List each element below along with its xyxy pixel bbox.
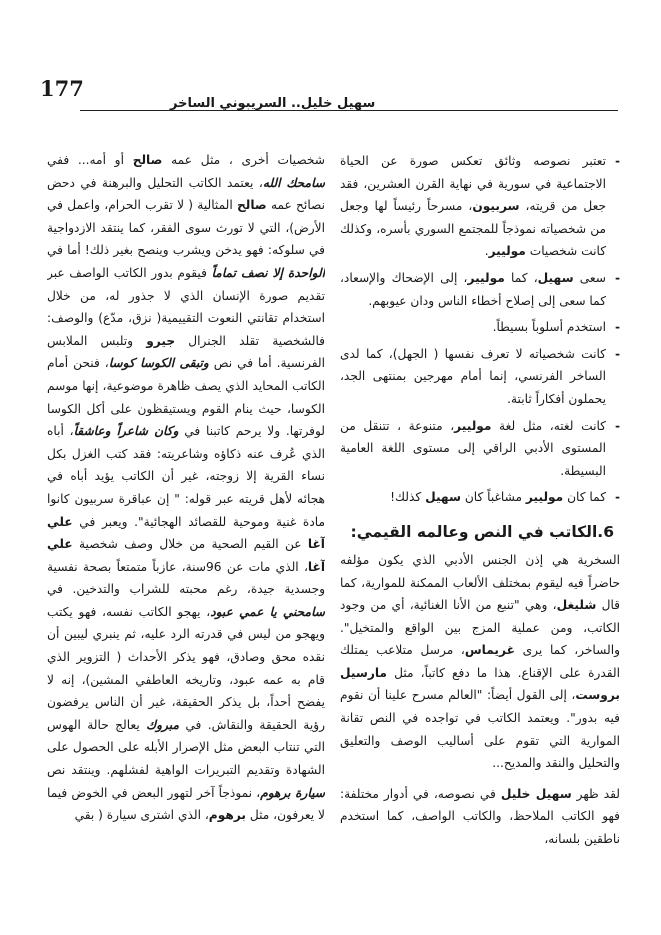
emphasized-text: مارسيل بروست [340, 665, 620, 703]
bullet-item [340, 267, 620, 312]
emphasized-text: علي آغا [47, 514, 325, 552]
text-run: ، فنحن أمام الكاتب المحايد الذي يصف ظاهرة موضوعية، إنها موسم الكوسا، حيث ينام القوم ويستيقظون على أكل الكوسا لوفرتها. ولا يرحم كاتبنا في [47, 356, 325, 439]
text-run: فيقوم بدور الكاتب الواصف عبر تقديم صورة الإنسان الذي لا جذور له، من خلال استخدام تقانتي النعوت التقييمية( نزق، مدّع) والوصف: فالشخصية تقلد الجنرال [47, 265, 325, 348]
section-heading: 6.الكاتب في النص وعالمه القيمي: [350, 522, 614, 541]
paragraph-gap [340, 775, 620, 783]
emphasized-text: سامحك الله [262, 175, 325, 190]
emphasized-text: موليير [454, 418, 492, 433]
emphasized-text: برهوم [208, 808, 246, 823]
text-run: يعالج حالة الهوس التي تنتاب البعض مثل الإصرار الأبله على الحصول على الشهادة وتقديم التبريرات الواهية لفشلهم. وينتقد نص [47, 717, 325, 778]
bullet-item [340, 316, 620, 339]
text-run: أو أمه... ففي [47, 153, 133, 167]
emphasized-text: وتبقى الكوسا كوسا [108, 356, 209, 371]
bullet-list [340, 150, 620, 509]
text-run: لقد ظهر [571, 786, 620, 801]
emphasized-text: سربيون [472, 199, 520, 214]
bullet-item [340, 343, 620, 411]
bullet-item [340, 150, 620, 263]
emphasized-text: سامحني يا عمي عبود [210, 604, 325, 619]
emphasized-text: موليير [467, 270, 505, 285]
emphasized-text: سهيل خليل [500, 786, 572, 801]
text-run: وتلبس الملابس الفرنسية. أما في نص [47, 333, 325, 371]
body-paragraph [340, 549, 620, 775]
text-run: ، مرسل متلاعب يمتلك القدرة على الإقناع. هذا ما دفع كاتباً، مثل [340, 643, 620, 680]
header-divider [80, 110, 618, 111]
body-paragraph [47, 149, 325, 827]
right-column [340, 150, 620, 870]
text-run: كما كان [563, 490, 606, 505]
text-run: ، الذي اشترى سيارة ( بقي [74, 808, 209, 823]
text-run: ، كما [504, 270, 538, 285]
text-run: . [484, 244, 489, 259]
text-run: استخدم أسلوباً بسيطاً. [492, 320, 606, 335]
text-run: ، الذي مات عن 96سنة، عازباً متمتعاً بصحة نفسية وجسدية جيدة، رغم محبته للشراب والتدخين. في [47, 559, 325, 597]
bullet-item [340, 415, 620, 483]
running-header-title: سهيل خليل.. السريبوني الساخر [170, 96, 376, 111]
text-run: المثالية ( لا تقرب الحرام، واعمل في الأرض)، التي لا تورث سوى الفقر، كما ينتقد الازدواجية في سلوكه: فهو يدخن ويشرب وينصح بغير ذلك! أما في [47, 198, 325, 258]
text-run: ، يهجو الكاتب نفسه، فهو يكتب ويهجو من ليس في قدرته الرد عليه، ثم ينبري ليبين أن نقده محق وصادق، فهو يذكر الأحداث ( التزوير الذي قام به عمه عبود، وتاريخه العاطفي المشين)، إنه لا يفضح أحداً، بل يذكر الحقيقة، غير أن الناس يرفضون رؤية الحقيقة والنقاش. في [47, 604, 325, 732]
emphasized-text: موليير [525, 490, 564, 505]
text-run: السخرية هي إذن الجنس الأدبي الذي يكون مؤلفه حاضراً فيه ليقوم بمختلف الألعاب الممكنة للموارية، كما قال [340, 552, 620, 613]
text-run: ، إلى القول أيضاً: "العالم مسرح علينا أن نقوم فيه بدور". ويعتمد الكاتب في تواجده في النص تقانة الموارية التي تقوم على أساليب الوصف والتعليق والتحليل والنقد والمديح... [340, 688, 620, 771]
emphasized-text: صالح [132, 153, 163, 167]
text-run: ، وهي "تنبع من الأنا الغنائية، أي من وجود الكاتب، ومن عملية المزج بين الواقع والمتخيل". والساخر، كما يرى [340, 598, 620, 658]
emphasized-text: الواحدة إلا نصف تماماً [211, 265, 325, 280]
text-run: شخصيات أخرى ، مثل عمه [162, 153, 325, 167]
emphasized-text: علي آغا [47, 537, 325, 574]
text-run: تعتبر نصوصه وثائق تعكس صورة عن الحياة الاجتماعية في سورية في نهاية القرن العشرين، فقد جعل من قريته، [340, 154, 606, 214]
emphasized-text: موليير [488, 244, 526, 259]
bullet-item [340, 486, 620, 509]
text-run: عن القيم الصحية من خلال وصف شخصية [72, 537, 308, 552]
emphasized-text: سهيل [537, 270, 574, 285]
text-run: كذلك! [390, 490, 426, 505]
left-column [47, 149, 325, 869]
text-run: كانت لغته، مثل لغة [491, 418, 606, 433]
text-run: ، إلى الإضحاك والإسعاد، كما سعى إلى إصلاح أخطاء الناس ودان عيوبهم. [340, 270, 606, 308]
text-run: ، مسرحاً رئيساً لها وجعل من شخصياته نموذجاً للمجتمع السوري بأسره، وكذلك كانت شخصيات [340, 199, 606, 259]
body-paragraph [340, 783, 620, 851]
text-run: كانت شخصياته لا تعرف نفسها ( الجهل)، كما لدى الساخر الفرنسي، إنما أمام مهرجين بمنتهى الجد، يحملون أفكاراً ثابتة. [340, 346, 606, 406]
text-run: ، متنوعة ، تتنقل من المستوى الأدبي الراقي إلى مستوى اللغة العامية البسيطة. [340, 418, 606, 478]
text-run: ، يعتمد الكاتب التحليل والبرهنة في دحض نصائح عمه [47, 175, 325, 213]
text-run: في نصوصه، في أدوار مختلفة: فهو الكاتب الملاحظ، والكاتب الواصف، كما استخدم ناطقين بلسانه، [340, 786, 620, 847]
emphasized-text: وكان شاعراً وعاشقاً [73, 424, 179, 439]
emphasized-text: صالح [237, 198, 267, 213]
text-run: مشاغباً كان [460, 490, 526, 505]
emphasized-text: شليغل [556, 598, 597, 613]
text-run: ، نموذجاً آخر لتهور البعض في الخوض فيما لا يعرفون، مثل [47, 785, 325, 823]
emphasized-text: سهيل [425, 490, 461, 505]
text-run: ، أباه الذي عُرف عنه ذكاؤه وشاعريته: فقد كتب الغزل بكل نساء القرية إلا زوجته، غير أن الكاتب يؤيد أباه في هجائه لأهل قريته عبر قوله: " إن عباقرة سربيون كانوا مادة غنية وموحية للقصائد الهجائية". ويعبر في [47, 424, 325, 529]
emphasized-text: مبروك [146, 717, 179, 732]
text-run: سعى [573, 270, 607, 285]
page-number: 177 [40, 76, 84, 101]
emphasized-text: سيارة برهوم [260, 785, 325, 800]
emphasized-text: جيرو [146, 333, 176, 348]
emphasized-text: غريماس [464, 643, 515, 658]
